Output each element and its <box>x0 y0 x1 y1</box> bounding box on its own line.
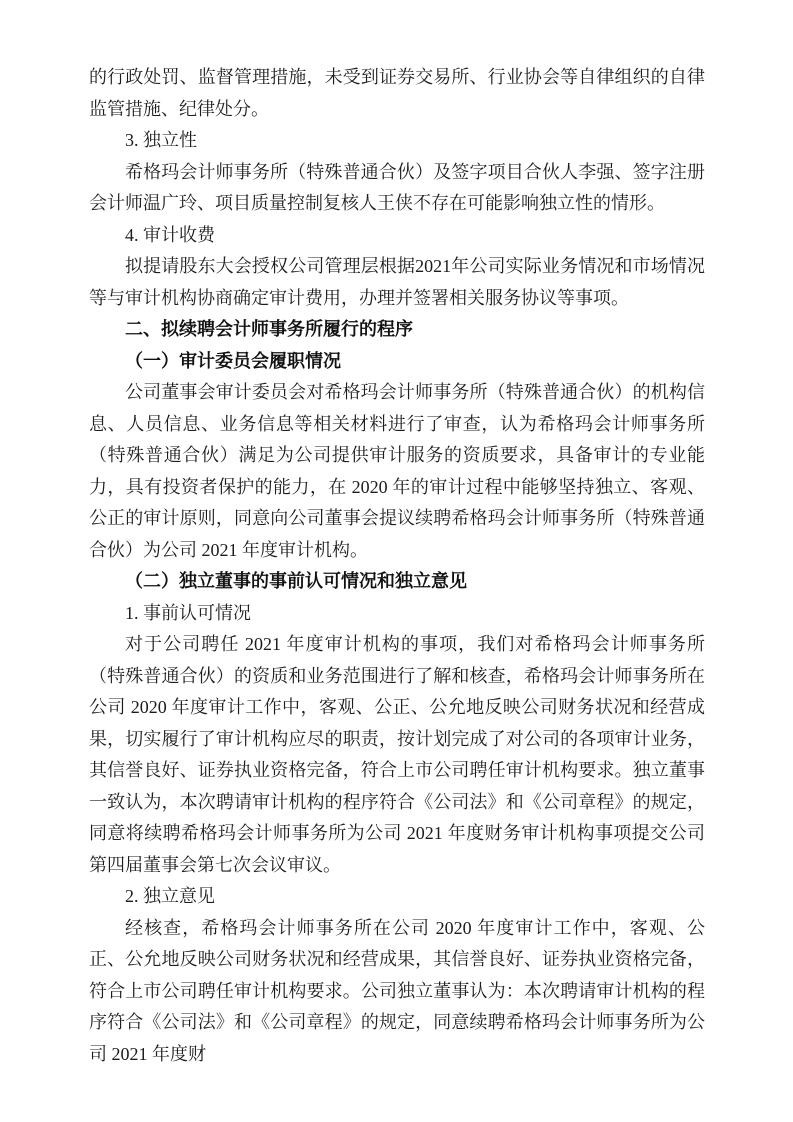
para-independence-statement: 希格玛会计师事务所（特殊普通合伙）及签字项目合伙人李强、签字注册会计师温广玲、项目质量控制复核人王侠不存在可能影响独立性的情形。 <box>89 161 705 213</box>
para-prior-approval: 对于公司聘任 2021 年度审计机构的事项，我们对希格玛会计师事务所（特殊普通合伙）的资质和业务范围进行了解和核查，希格玛会计师事务所在公司 2020 年度审计工作中，客观、公正、公允地反映公司财务状况和经营成果，切实履行了审计机构应尽的职责，按计划完成了对公司的各项审计业务，其信誉良好、证券执业资格完备，符合上市公司聘任审计机构要求。独立董事一致认为，本次聘请审计机构的程序符合《公司法》和《公司章程》的规定，同意将续聘希格玛会计师事务所为公司 2021 年度财务审计机构事项提交公司第四届董事会第七次会议审议。 <box>89 634 705 875</box>
para-regulatory-measures-continuation: 的行政处罚、监督管理措施，未受到证券交易所、行业协会等自律组织的自律监管措施、纪律处分。 <box>89 67 705 119</box>
heading-2-independent-opinion: 2. 独立意见 <box>125 886 215 906</box>
heading-sub-2-independent-directors: （二）独立董事的事前认可情况和独立意见 <box>125 571 467 591</box>
heading-4-audit-fees: 4. 审计收费 <box>125 224 215 245</box>
heading-3-independence: 3. 独立性 <box>125 130 197 150</box>
heading-1-prior-approval: 1. 事前认可情况 <box>125 602 251 623</box>
para-audit-fees: 拟提请股东大会授权公司管理层根据2021年公司实际业务情况和市场情况等与审计机构协商确定审计费用，办理并签署相关服务协议等事项。 <box>89 256 705 308</box>
heading-section-2-procedures: 二、拟续聘会计师事务所履行的程序 <box>125 319 413 339</box>
para-audit-committee-review: 公司董事会审计委员会对希格玛会计师事务所（特殊普通合伙）的机构信息、人员信息、业务信息等相关材料进行了审查，认为希格玛会计师事务所（特殊普通合伙）满足为公司提供审计服务的资质要求，具备审计的专业能力，具有投资者保护的能力，在 2020 年的审计过程中能够坚持独立、客观、公正的审计原则，同意向公司董事会提议续聘希格玛会计师事务所（特殊普通合伙）为公司 2021 年度审计机构。 <box>89 382 705 560</box>
heading-sub-1-audit-committee: （一）审计委员会履职情况 <box>125 350 341 371</box>
document-text-block <box>89 62 705 1070</box>
para-independent-opinion: 经核查，希格玛会计师事务所在公司 2020 年度审计工作中，客观、公正、公允地反映公司财务状况和经营成果，其信誉良好、证券执业资格完备，符合上市公司聘任审计机构要求。公司独立董事认为：本次聘请审计机构的程序符合《公司法》和《公司章程》的规定，同意续聘希格玛会计师事务所为公司 2021 年度财 <box>89 917 705 1064</box>
